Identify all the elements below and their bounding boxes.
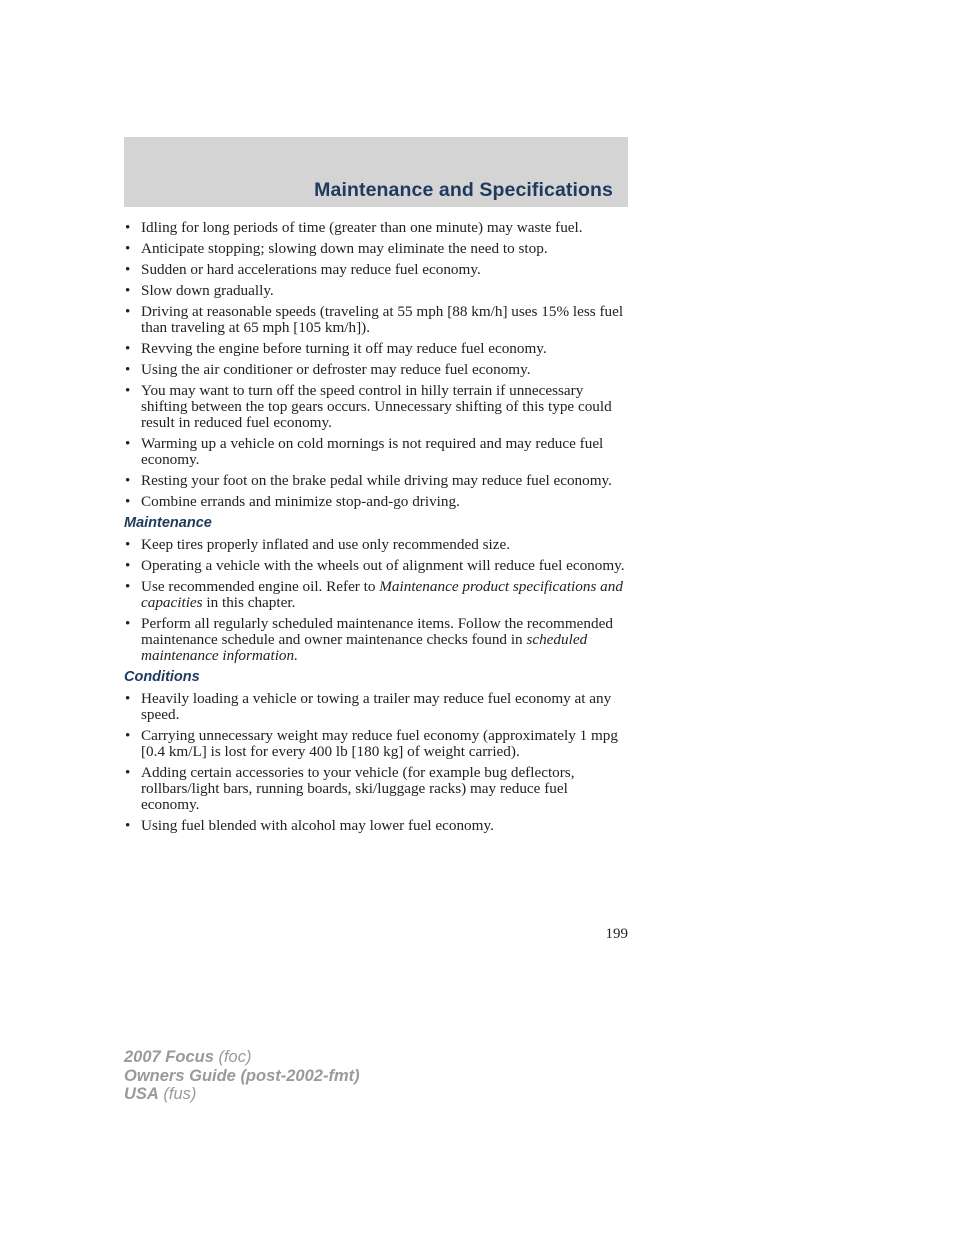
list-item: • Carrying unnecessary weight may reduce fuel economy (approximately 1 mpg [0.4 km/L] is lost for every 400 lb [180 kg] of weight carried).	[124, 728, 630, 760]
footer-line	[124, 1085, 360, 1104]
list-item	[124, 616, 630, 664]
cross-reference: Maintenance product specifications and capacities	[141, 578, 623, 611]
maintenance-list	[124, 537, 630, 664]
conditions-list	[124, 691, 630, 834]
list-item: • Idling for long periods of time (greater than one minute) may waste fuel.	[124, 220, 630, 236]
section-header-band	[124, 137, 628, 207]
list-item: • Sudden or hard accelerations may reduce fuel economy.	[124, 262, 630, 278]
list-item: • Heavily loading a vehicle or towing a trailer may reduce fuel economy at any speed.	[124, 691, 630, 723]
list-item: • Warming up a vehicle on cold mornings is not required and may reduce fuel economy.	[124, 436, 630, 468]
item-text: in this chapter.	[202, 594, 296, 611]
list-item: • Keep tires properly inflated and use only recommended size.	[124, 537, 630, 553]
footer-line	[124, 1048, 360, 1067]
list-item: • Slow down gradually.	[124, 283, 630, 299]
list-item: • Resting your foot on the brake pedal while driving may reduce fuel economy.	[124, 473, 630, 489]
list-item: • Using fuel blended with alcohol may lower fuel economy.	[124, 818, 630, 834]
list-item: • Using the air conditioner or defroster may reduce fuel economy.	[124, 362, 630, 378]
item-text: Use recommended engine oil. Refer to	[141, 578, 380, 595]
item-text: Perform all regularly scheduled maintenance items. Follow the recommended maintenance schedule and owner maintenance checks found in	[141, 615, 613, 648]
section-title: Maintenance and Specifications	[314, 179, 613, 201]
list-item: • Operating a vehicle with the wheels out of alignment will reduce fuel economy.	[124, 558, 630, 574]
conditions-heading: Conditions	[124, 669, 200, 685]
document-footer	[124, 1048, 360, 1104]
fuel-tips-list	[124, 220, 630, 510]
list-item: • Anticipate stopping; slowing down may eliminate the need to stop.	[124, 241, 630, 257]
list-item: • Driving at reasonable speeds (traveling at 55 mph [88 km/h] uses 15% less fuel than traveling at 65 mph [105 km/h]).	[124, 304, 630, 336]
maintenance-heading: Maintenance	[124, 515, 212, 531]
footer-guide: Owners Guide (post-2002-fmt)	[124, 1066, 360, 1085]
footer-code: (foc)	[213, 1048, 252, 1066]
page-number: 199	[605, 926, 628, 942]
list-item: • Revving the engine before turning it off may reduce fuel economy.	[124, 341, 630, 357]
list-item: • Combine errands and minimize stop-and-go driving.	[124, 494, 630, 510]
cross-reference: scheduled maintenance information.	[141, 631, 588, 664]
footer-line	[124, 1067, 360, 1086]
list-item: • Adding certain accessories to your vehicle (for example bug deflectors, rollbars/light bars, running boards, ski/luggage racks) may reduce fuel economy.	[124, 765, 630, 813]
footer-model: 2007 Focus	[124, 1048, 214, 1066]
footer-market: USA	[124, 1085, 159, 1103]
list-item: • You may want to turn off the speed control in hilly terrain if unnecessary shifting between the top gears occurs. Unnecessary shifting of this type could result in reduced fuel economy.	[124, 383, 630, 431]
footer-code: (fus)	[158, 1085, 197, 1103]
list-item	[124, 579, 630, 611]
page-content	[124, 220, 630, 839]
